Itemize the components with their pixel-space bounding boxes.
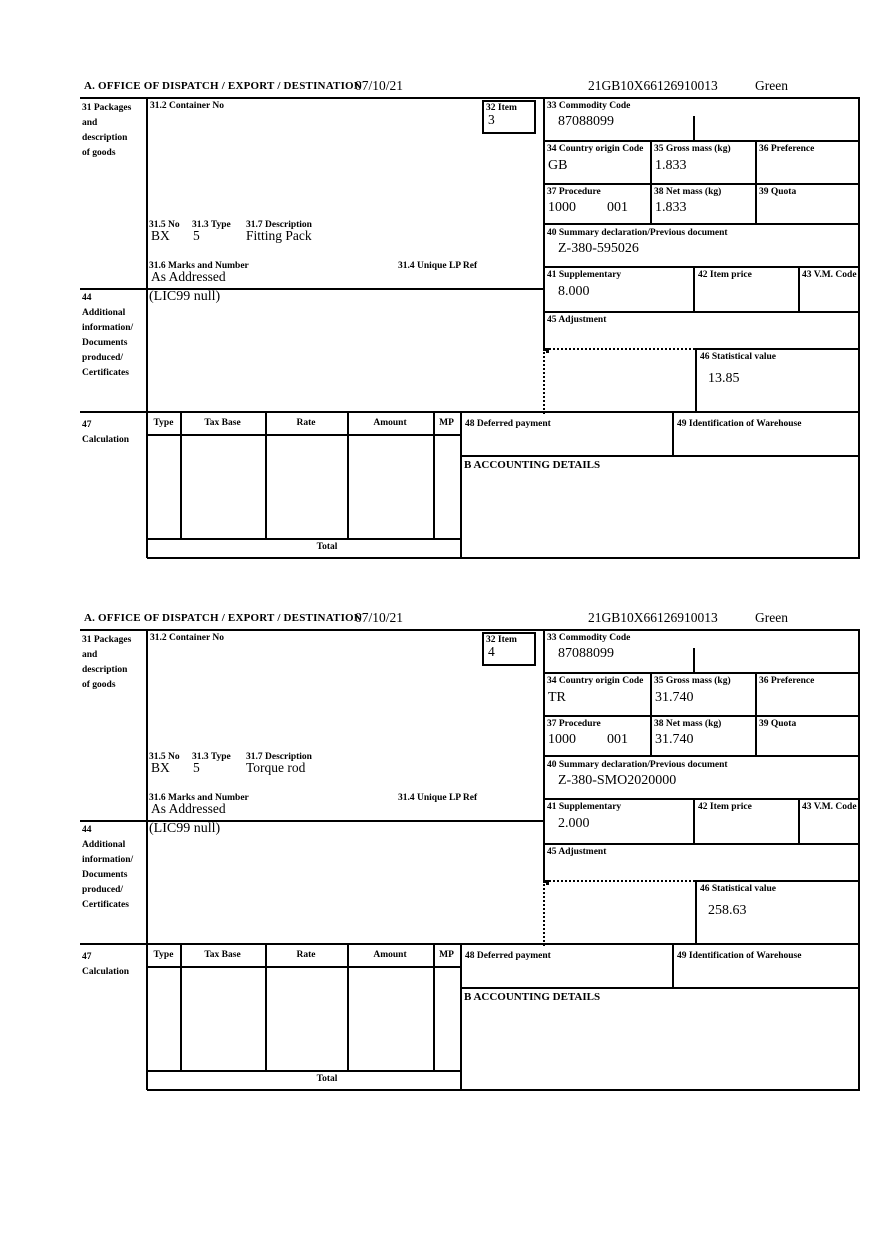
goods-description-value: Fitting Pack [246,228,312,243]
grid-line [543,629,545,880]
gross-mass-value: 1.833 [655,158,687,173]
country-origin-label: 34 Country origin Code [547,144,644,154]
procedure-label: 37 Procedure [547,187,601,197]
pkg-description-label: 31.7 Description [246,752,312,762]
item-number-value: 4 [488,644,495,659]
grid-line [543,97,545,348]
grid-line [543,266,860,268]
supplementary-label: 41 Supplementary [547,802,622,812]
grid-line [460,413,462,558]
net-mass-label: 38 Net mass (kg) [654,187,722,197]
statistical-value-label: 46 Statistical value [700,352,776,362]
grid-line [147,434,460,436]
quota-label: 39 Quota [759,187,797,197]
grid-line [460,987,860,989]
grid-line [798,266,800,311]
grid-line [695,348,697,411]
grid-line [265,945,267,1070]
calculation-label: 47 Calculation [82,420,129,445]
grid-line [146,629,148,1090]
calc-header-type: Type [153,418,174,428]
grid-line [543,798,860,800]
grid-line [180,945,182,1070]
accounting-details-label: B ACCOUNTING DETAILS [464,459,601,471]
procedure-value: 1000 [548,732,576,747]
procedure-qualifier-value: 001 [607,732,628,747]
grid-line [543,715,860,717]
statistical-value-value: 258.63 [708,903,747,918]
calc-header-rate: Rate [296,418,316,428]
item-number-value: 3 [488,112,495,127]
accounting-details-label: B ACCOUNTING DETAILS [464,991,601,1003]
pkg-type-value: 5 [193,228,200,243]
grid-line [693,798,695,843]
item-number-label: 32 Item [486,103,517,113]
additional-info-label: 44 Additional information/ Documents produced/ Certificates [82,825,134,910]
procedure-label: 37 Procedure [547,719,601,729]
net-mass-value: 1.833 [655,200,687,215]
calc-header-mp: MP [439,418,454,428]
grid-line [858,97,860,558]
grid-line [672,413,674,455]
additional-info-value: (LIC99 null) [149,821,221,836]
grid-line [543,223,860,225]
pkg-no-value: BX [151,760,170,775]
deferred-payment-label: 48 Deferred payment [465,419,551,429]
unique-lp-ref-label: 31.4 Unique LP Ref [398,793,478,803]
commodity-code-value: 87088099 [558,114,614,129]
calc-header-amount: Amount [373,418,407,428]
grid-line [693,116,695,140]
declaration-item-copy [0,610,882,1094]
grid-line [650,672,652,755]
statistical-value-value: 13.85 [708,371,740,386]
deferred-payment-label: 48 Deferred payment [465,951,551,961]
office-of-dispatch-label: A. OFFICE OF DISPATCH / EXPORT / DESTINATION [84,612,362,624]
grid-line [543,755,860,757]
calc-header-amount: Amount [373,950,407,960]
procedure-value: 1000 [548,200,576,215]
pkg-no-label: 31.5 No [149,220,180,230]
country-origin-label: 34 Country origin Code [547,676,644,686]
supplementary-value: 8.000 [558,284,590,299]
grid-line [798,798,800,843]
additional-info-value: (LIC99 null) [149,289,221,304]
pkg-type-label: 31.3 Type [192,752,231,762]
supplementary-value: 2.000 [558,816,590,831]
preference-label: 36 Preference [759,676,815,686]
grid-line [433,945,435,1070]
grid-line [80,411,860,413]
calc-header-mp: MP [439,950,454,960]
declaration-item-copy [0,78,882,562]
grid-line [80,97,860,99]
calc-header-tax-base: Tax Base [204,950,241,960]
movement-reference-number: 21GB10X66126910013 [588,78,718,93]
marks-number-value: As Addressed [151,269,226,284]
marks-number-label: 31.6 Marks and Number [149,261,249,271]
grid-line [543,672,860,674]
gross-mass-label: 35 Gross mass (kg) [654,144,731,154]
summary-declaration-label: 40 Summary declaration/Previous document [547,760,728,770]
net-mass-value: 31.740 [655,732,694,747]
grid-line [80,943,860,945]
vm-code-label: 43 V.M. Code [802,802,857,812]
pkg-no-label: 31.5 No [149,752,180,762]
summary-declaration-label: 40 Summary declaration/Previous document [547,228,728,238]
country-origin-value: GB [548,158,568,173]
grid-line [695,880,697,943]
grid-line [543,140,860,142]
calc-total-label: Total [316,1074,338,1084]
commodity-code-label: 33 Commodity Code [547,101,631,111]
office-of-dispatch-label: A. OFFICE OF DISPATCH / EXPORT / DESTINATION [84,80,362,92]
additional-info-label: 44 Additional information/ Documents produced/ Certificates [82,293,134,378]
declaration-date: 07/10/21 [355,78,404,93]
grid-line [460,455,860,457]
preference-label: 36 Preference [759,144,815,154]
grid-line [693,266,695,311]
goods-description-value: Torque rod [246,760,306,775]
item-number-label: 32 Item [486,635,517,645]
dotted-grid-line [543,880,545,946]
calc-header-type: Type [153,950,174,960]
pkg-no-value: BX [151,228,170,243]
country-origin-value: TR [548,690,566,705]
commodity-code-label: 33 Commodity Code [547,633,631,643]
supplementary-label: 41 Supplementary [547,270,622,280]
grid-line [347,413,349,538]
routing-status: Green [755,78,788,93]
container-no-label: 31.2 Container No [150,101,224,111]
grid-line [755,140,757,223]
grid-line [755,672,757,755]
grid-line [80,629,860,631]
movement-reference-number: 21GB10X66126910013 [588,610,718,625]
calc-total-label: Total [316,542,338,552]
calc-header-tax-base: Tax Base [204,418,241,428]
procedure-qualifier-value: 001 [607,200,628,215]
grid-line [180,413,182,538]
grid-line [433,413,435,538]
grid-line [672,945,674,987]
grid-line [147,557,860,559]
commodity-code-value: 87088099 [558,646,614,661]
grid-line [147,966,460,968]
grid-line [147,1070,460,1072]
declaration-date: 07/10/21 [355,610,404,625]
grid-line [147,538,460,540]
vm-code-label: 43 V.M. Code [802,270,857,280]
net-mass-label: 38 Net mass (kg) [654,719,722,729]
gross-mass-label: 35 Gross mass (kg) [654,676,731,686]
calculation-label: 47 Calculation [82,952,129,977]
gross-mass-value: 31.740 [655,690,694,705]
grid-line [858,629,860,1090]
adjustment-label: 45 Adjustment [547,315,607,325]
grid-line [347,945,349,1070]
adjustment-label: 45 Adjustment [547,847,607,857]
grid-line [146,97,148,558]
grid-line [695,880,860,882]
routing-status: Green [755,610,788,625]
grid-line [693,648,695,672]
quota-label: 39 Quota [759,719,797,729]
dotted-grid-line [543,348,545,414]
pkg-description-label: 31.7 Description [246,220,312,230]
item-price-label: 42 Item price [698,802,752,812]
calc-header-rate: Rate [296,950,316,960]
pkg-type-value: 5 [193,760,200,775]
grid-line [543,311,860,313]
warehouse-id-label: 49 Identification of Warehouse [677,951,802,961]
pkg-type-label: 31.3 Type [192,220,231,230]
grid-line [147,1089,860,1091]
grid-line [650,140,652,223]
grid-line [543,183,860,185]
warehouse-id-label: 49 Identification of Warehouse [677,419,802,429]
marks-number-value: As Addressed [151,801,226,816]
unique-lp-ref-label: 31.4 Unique LP Ref [398,261,478,271]
dotted-grid-line [546,348,698,350]
item-price-label: 42 Item price [698,270,752,280]
grid-line [265,413,267,538]
container-no-label: 31.2 Container No [150,633,224,643]
summary-declaration-value: Z-380-SMO2020000 [558,773,677,788]
packages-description-label: 31 Packages and description of goods [82,635,132,690]
grid-line [695,348,860,350]
marks-number-label: 31.6 Marks and Number [149,793,249,803]
packages-description-label: 31 Packages and description of goods [82,103,132,158]
grid-line [460,945,462,1090]
grid-line [543,843,860,845]
dotted-grid-line [546,880,698,882]
summary-declaration-value: Z-380-595026 [558,241,639,256]
statistical-value-label: 46 Statistical value [700,884,776,894]
